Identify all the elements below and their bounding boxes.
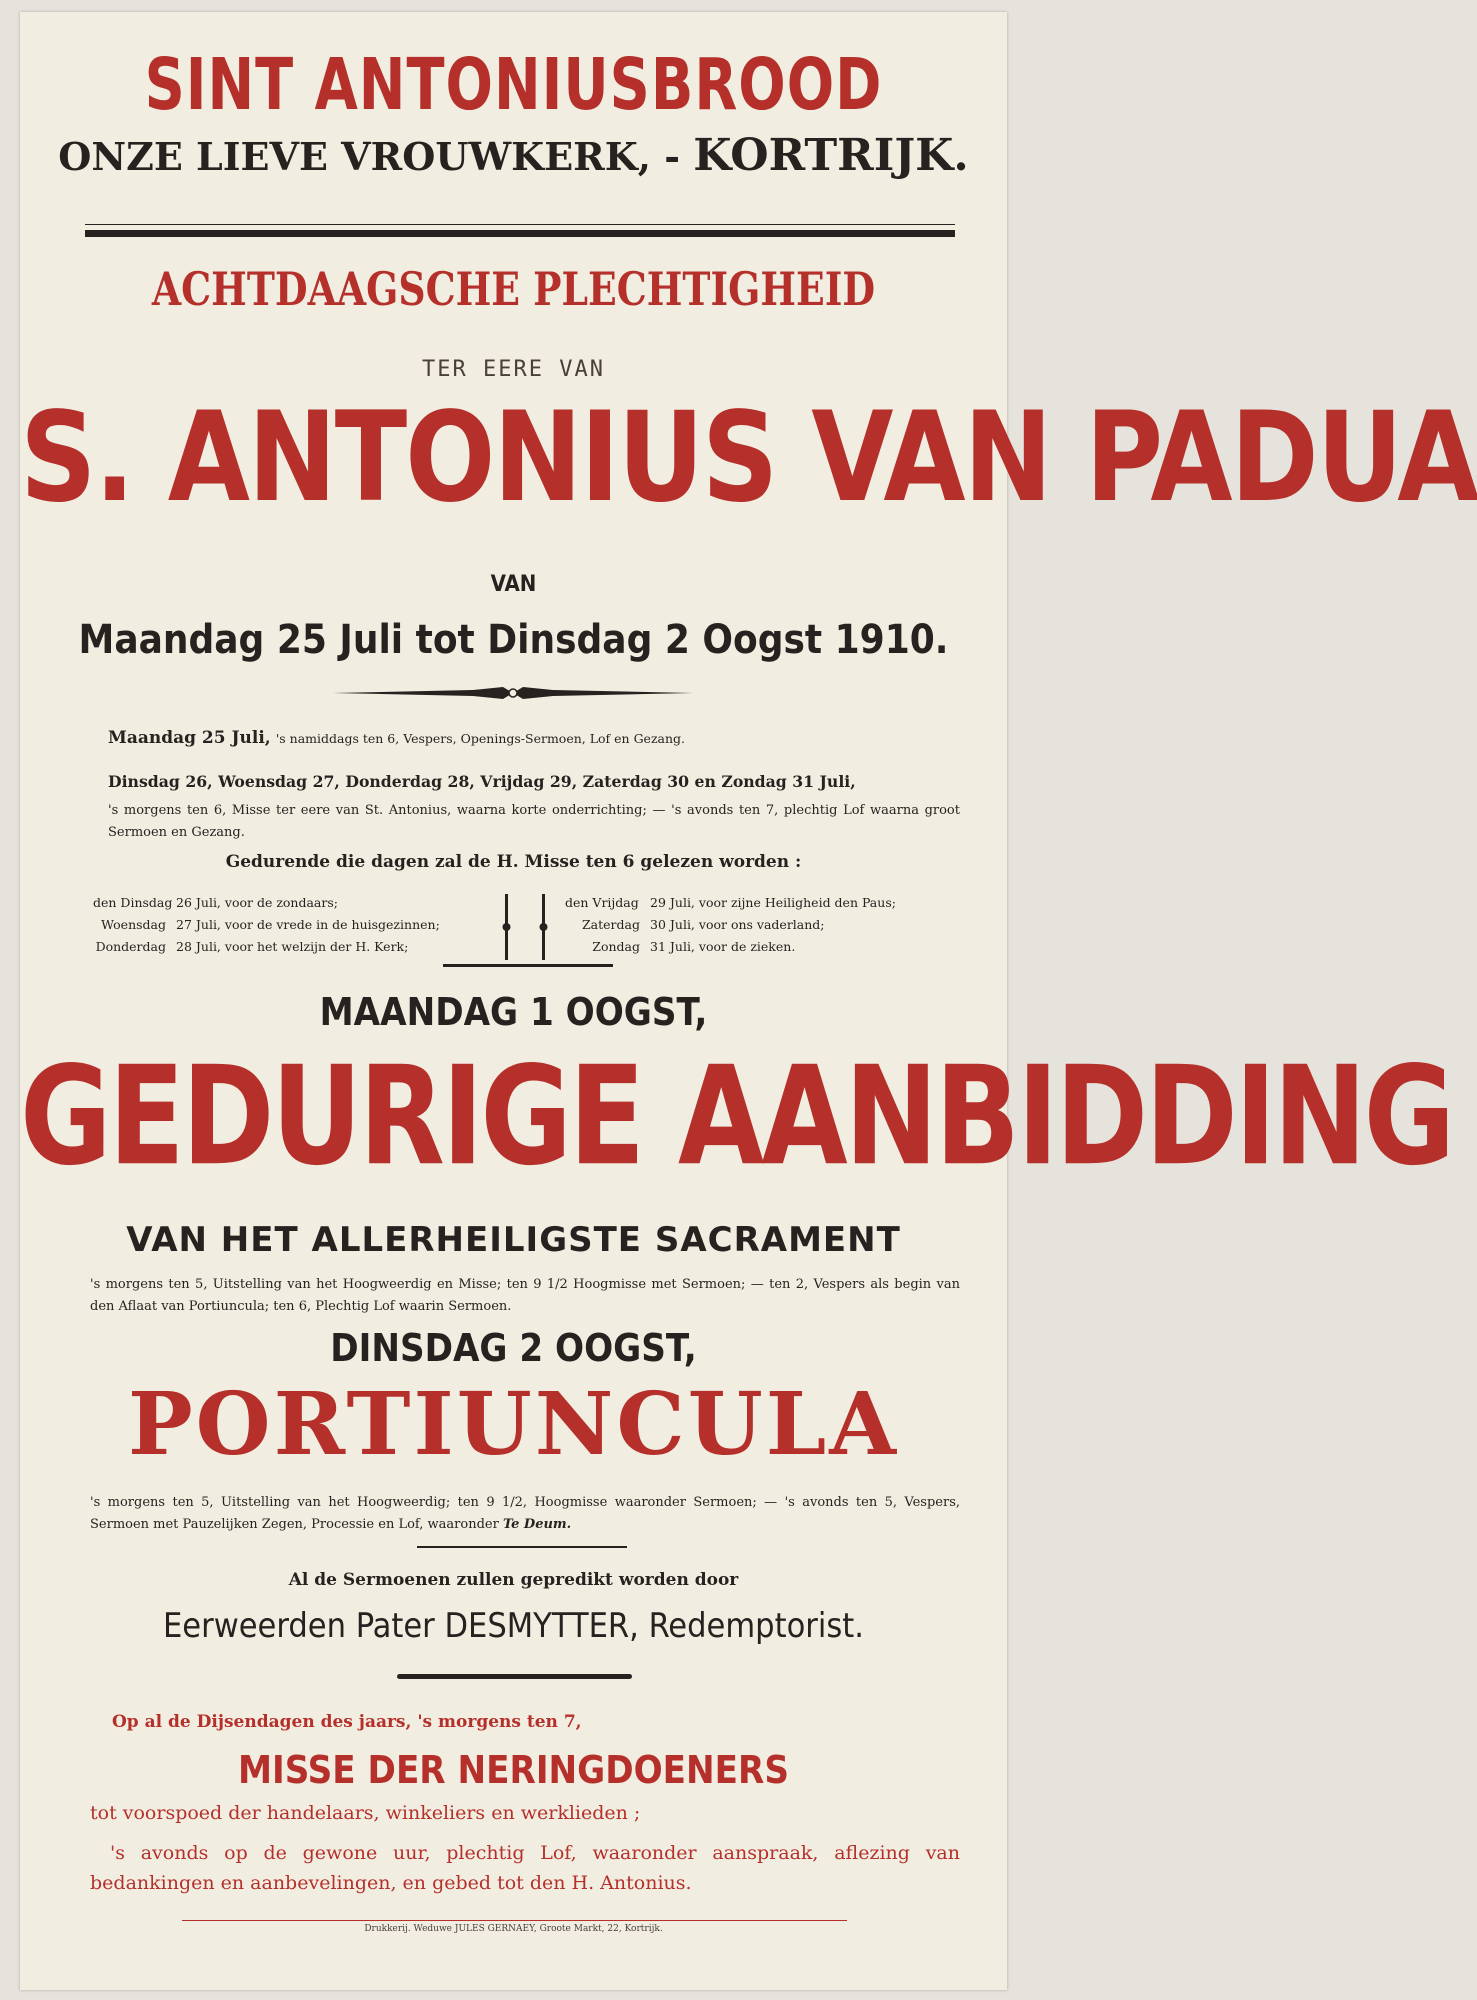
mondays-line3: 's avonds op de gewone uur, plechtig Lof, waaronder aanspraak, aflezing van bedankingen en aanbevelingen, en gebed tot den H. Antonius.	[90, 1842, 960, 1894]
left-day-item: Donderdag 28 Juli, voor het welzijn der H. Kerk;	[95, 939, 409, 954]
portiuncula-title: PORTIUNCULA	[127, 1374, 899, 1475]
portiuncula-text: 's morgens ten 5, Uitstelling van het Hoogweerdig; ten 9 1/2, Hoogmisse waaronder Sermoen; — 's avonds ten 5, Vespers, Sermoen met Pauzelijken Zegen, Processie en Lof, waaronder Te Deum.	[90, 1495, 960, 1532]
schedule-divider	[443, 964, 613, 967]
ceremony-dates: Maandag 25 Juli tot Dinsdag 2 Oogst 1910.	[78, 617, 949, 663]
footer-divider	[182, 1920, 847, 1921]
left-day-item: den Dinsdag 26 Juli, voor de zondaars;	[93, 895, 338, 910]
ornament-divider-icon	[333, 686, 693, 700]
adoration-text: 's morgens ten 5, Uitstelling van het Hoogweerdig en Misse; ten 9 1/2 Hoogmisse met Sermoen; — ten 2, Vespers als begin van den Aflaat van Portiuncula; ten 6, Plechtig Lof waarin Sermoen.	[90, 1277, 960, 1314]
ter-eere-van: TER EERE VAN	[422, 357, 605, 382]
adoration-date: MAANDAG 1 OOGST,	[319, 990, 708, 1034]
monday-label: Maandag 25 Juli,	[108, 728, 271, 748]
mass-heading: Gedurende die dagen zal de H. Misse ten 6 gelezen worden :	[225, 852, 802, 872]
monday-line	[108, 728, 685, 748]
adoration-subtitle: VAN HET ALLERHEILIGSTE SACRAMENT	[126, 1220, 901, 1260]
mondays-line1: Op al de Dijsendagen des jaars, 's morgens ten 7,	[112, 1712, 582, 1732]
van-label: VAN	[490, 572, 537, 597]
column-bracket-icon	[490, 892, 560, 962]
week-days-label: Dinsdag 26, Woensdag 27, Donderdag 28, Vrijdag 29, Zaterdag 30 en Zondag 31 Juli,	[108, 772, 856, 791]
saint-name: S. ANTONIUS VAN PADUA	[20, 384, 1477, 530]
monday-text: 's namiddags ten 6, Vespers, Openings-Sermoen, Lof en Gezang.	[275, 731, 686, 746]
portiuncula-date: DINSDAG 2 OOGST,	[330, 1326, 697, 1370]
header-dash: -	[664, 134, 681, 179]
adoration-title: GEDURIGE AANBIDDING	[20, 1037, 1453, 1197]
preacher-name: Eerweerden Pater DESMYTTER, Redemptorist.	[162, 1606, 865, 1646]
preacher-divider	[397, 1674, 632, 1679]
city-name: KORTRIJK.	[693, 130, 969, 181]
header-divider-thin	[85, 224, 955, 225]
header-church-line	[20, 130, 1007, 181]
left-days-list	[93, 892, 440, 958]
portiuncula-divider	[417, 1546, 627, 1548]
church-name: ONZE LIEVE VROUWKERK,	[58, 134, 651, 179]
poster-sheet	[20, 12, 1477, 1990]
week-days-text: 's morgens ten 6, Misse ter eere van St. Antonius, waarna korte onderrichting; — 's avonds ten 7, plechtig Lof waarna groot Sermoen en Gezang.	[108, 803, 960, 840]
mondays-title: MISSE DER NERINGDOENERS	[238, 1748, 789, 1792]
right-day-item: den Vrijdag 29 Juli, voor zijne Heiligheid den Paus;	[565, 895, 896, 910]
te-deum: Te Deum.	[502, 1517, 572, 1532]
printer-credit: Drukkerij. Weduwe JULES GERNAEY, Groote Markt, 22, Kortrijk.	[364, 1924, 663, 1934]
ceremony-title: ACHTDAAGSCHE PLECHTIGHEID	[151, 262, 876, 316]
right-day-item: Zaterdag 30 Juli, voor ons vaderland;	[582, 917, 825, 932]
left-day-item: Woensdag 27 Juli, voor de vrede in de huisgezinnen;	[101, 917, 440, 932]
preacher-intro: Al de Sermoenen zullen gepredikt worden door	[288, 1570, 739, 1590]
header-title: SINT ANTONIUSBROOD	[144, 42, 883, 127]
right-day-item: Zondag 31 Juli, voor de zieken.	[592, 939, 796, 954]
header-divider	[85, 230, 955, 237]
mondays-line2: tot voorspoed der handelaars, winkeliers en werklieden ;	[90, 1802, 641, 1824]
right-days-list	[565, 892, 896, 958]
